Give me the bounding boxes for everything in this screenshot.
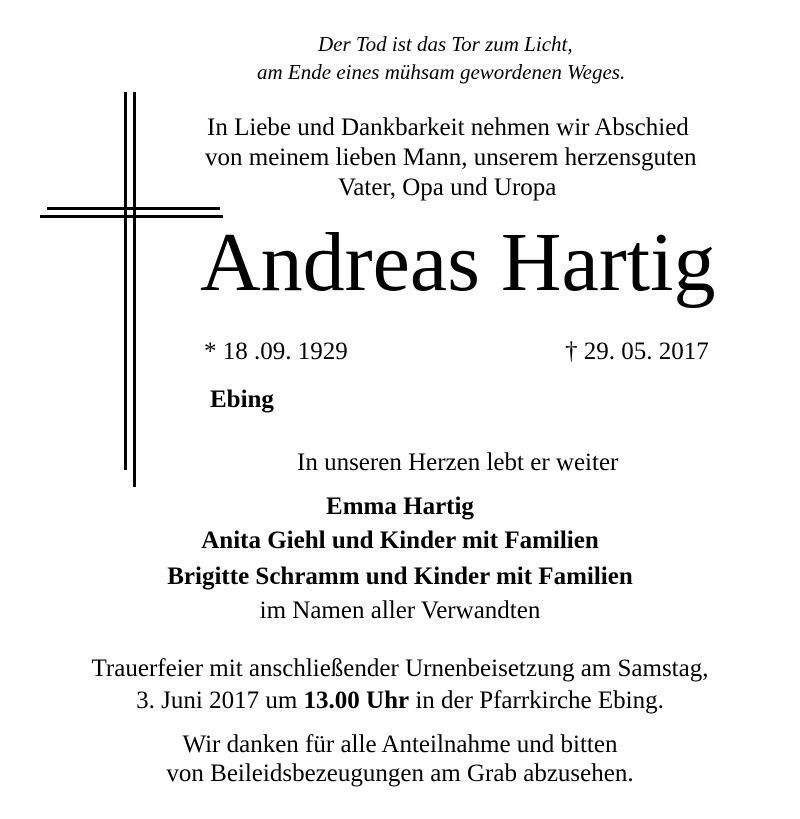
death-date-value: 29. 05. 2017	[583, 338, 709, 365]
place: Ebing	[210, 386, 274, 413]
cross-vertical-line	[133, 92, 136, 487]
mourners-note: im Namen aller Verwandten	[259, 597, 541, 624]
service-date: 3. Juni 2017 um	[136, 687, 304, 714]
motto-line-1: Der Tod ist das Tor zum Licht,	[318, 32, 573, 56]
intro-line-1: In Liebe und Dankbarkeit nehmen wir Abschied	[207, 114, 689, 141]
service-line-1: Trauerfeier mit anschließender Urnenbeisetzung am Samstag,	[91, 655, 709, 682]
cross-vertical-line	[124, 92, 127, 470]
mourner: Anita Giehl und Kinder mit Familien	[201, 527, 599, 554]
thanks-line-2: von Beileidsbezeugungen am Grab abzusehen.	[166, 760, 634, 787]
service-location: in der Pfarrkirche Ebing.	[409, 687, 664, 714]
service-line-2	[0, 687, 800, 715]
death-date	[565, 338, 709, 366]
dagger-icon: †	[565, 338, 578, 365]
mourner: Brigitte Schramm und Kinder mit Familien	[167, 563, 633, 590]
service-time: 13.00 Uhr	[303, 687, 410, 714]
cross-horizontal-line	[40, 215, 223, 218]
intro-line-2: von meinem lieben Mann, unserem herzensguten	[205, 144, 697, 171]
motto-line-2: am Ende eines mühsam gewordenen Weges.	[257, 60, 626, 84]
birth-date: * 18 .09. 1929	[204, 338, 348, 365]
remembrance-line: In unseren Herzen lebt er weiter	[297, 449, 619, 476]
intro-line-3: Vater, Opa und Uropa	[338, 174, 557, 201]
cross-horizontal-line	[47, 207, 220, 210]
mourner: Emma Hartig	[326, 493, 474, 520]
thanks-line-1: Wir danken für alle Anteilnahme und bitten	[182, 731, 618, 758]
deceased-name: Andreas Hartig	[200, 216, 716, 309]
